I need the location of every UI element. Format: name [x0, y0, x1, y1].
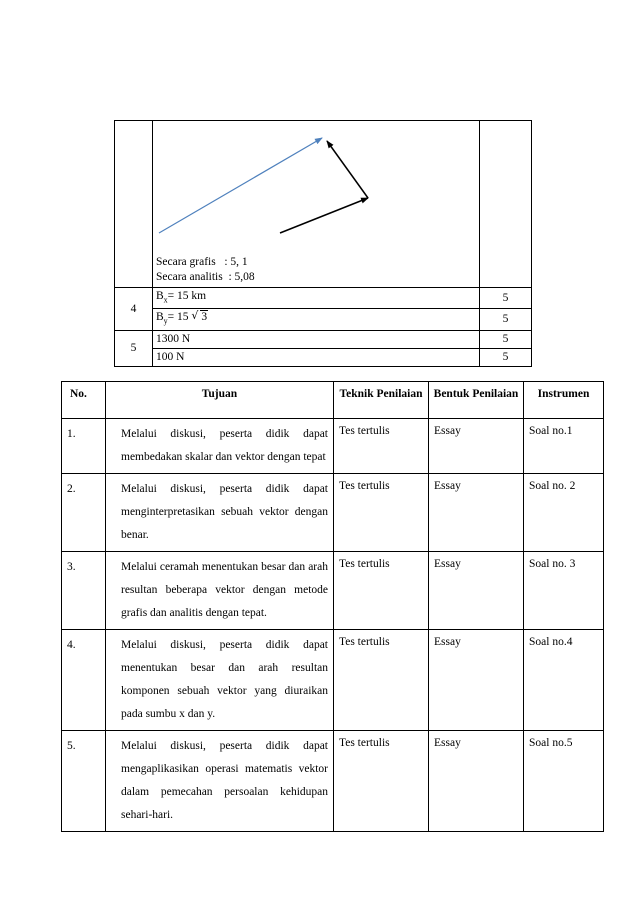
assessment-technique: Tes tertulis — [334, 731, 429, 832]
answer-row — [115, 330, 532, 348]
table-row — [62, 630, 604, 731]
graph-score-cell — [480, 121, 532, 288]
assessment-technique: Tes tertulis — [334, 474, 429, 552]
analytical-result-text: Secara analitis : 5,08 — [156, 271, 255, 283]
assessment-form: Essay — [429, 419, 524, 474]
vector-graph-cell — [153, 121, 480, 288]
answer-key-table — [114, 120, 532, 367]
table-row — [62, 731, 604, 832]
objective-text: Melalui diskusi, peserta didik dapat menginterpretasikan sebuah vektor dengan benar. — [106, 474, 334, 552]
graph-number-cell — [115, 121, 153, 288]
component-vector-arrow — [280, 198, 368, 233]
assessment-form: Essay — [429, 630, 524, 731]
answer-value: 100 N — [153, 348, 480, 366]
instrument: Soal no. 2 — [524, 474, 604, 552]
learning-objectives-table — [61, 381, 604, 832]
assessment-form: Essay — [429, 552, 524, 630]
row-number: 2. — [62, 474, 106, 552]
row-number: 3. — [62, 552, 106, 630]
header-tujuan: Tujuan — [106, 382, 334, 419]
row-number: 4. — [62, 630, 106, 731]
component-vector-arrow — [327, 141, 368, 198]
objective-text: Melalui diskusi, peserta didik dapat mengaplikasikan operasi matematis vektor dalam pemecahan persoalan kehidupan sehari-hari. — [106, 731, 334, 832]
answer-row — [115, 348, 532, 366]
question-number: 5 — [115, 330, 153, 366]
answer-score: 5 — [480, 348, 532, 366]
row-number: 1. — [62, 419, 106, 474]
assessment-form: Essay — [429, 474, 524, 552]
question-number: 4 — [115, 288, 153, 331]
answer-value: $B_x= 15$ km — [153, 288, 480, 309]
instrument: Soal no.4 — [524, 630, 604, 731]
header-instrumen: Instrumen — [524, 382, 604, 419]
answer-value: 1300 N — [153, 330, 480, 348]
answer-row — [115, 288, 532, 309]
square-root: √ 3 — [191, 309, 208, 324]
header-bentuk-penilaian: Bentuk Penilaian — [429, 382, 524, 419]
row-number: 5. — [62, 731, 106, 832]
answer-score: 5 — [480, 288, 532, 309]
assessment-technique: Tes tertulis — [334, 552, 429, 630]
answer-row — [115, 309, 532, 330]
table-header-row — [62, 382, 604, 419]
objective-text: Melalui diskusi, peserta didik dapat menentukan besar dan arah resultan komponen sebuah vektor yang diuraikan pada sumbu x dan y. — [106, 630, 334, 731]
instrument: Soal no.5 — [524, 731, 604, 832]
table-row — [62, 419, 604, 474]
objective-text: Melalui diskusi, peserta didik dapat membedakan skalar dan vektor dengan tepat — [106, 419, 334, 474]
table-row — [62, 474, 604, 552]
objective-text: Melalui ceramah menentukan besar dan arah resultan beberapa vektor dengan metode grafis dan analitis dengan tepat. — [106, 552, 334, 630]
assessment-technique: Tes tertulis — [334, 630, 429, 731]
instrument: Soal no. 3 — [524, 552, 604, 630]
answer-score: 5 — [480, 330, 532, 348]
graph-row — [115, 121, 532, 288]
answer-score: 5 — [480, 309, 532, 330]
assessment-form: Essay — [429, 731, 524, 832]
header-teknik-penilaian: Teknik Penilaian — [334, 382, 429, 419]
answer-value: $B_y= 15$ √ 3 — [153, 309, 480, 330]
instrument: Soal no.1 — [524, 419, 604, 474]
table-row — [62, 552, 604, 630]
graphical-result-text: Secara grafis : 5, 1 — [156, 256, 248, 268]
resultant-vector-arrow — [159, 138, 322, 233]
header-no: No. — [62, 382, 106, 419]
assessment-technique: Tes tertulis — [334, 419, 429, 474]
